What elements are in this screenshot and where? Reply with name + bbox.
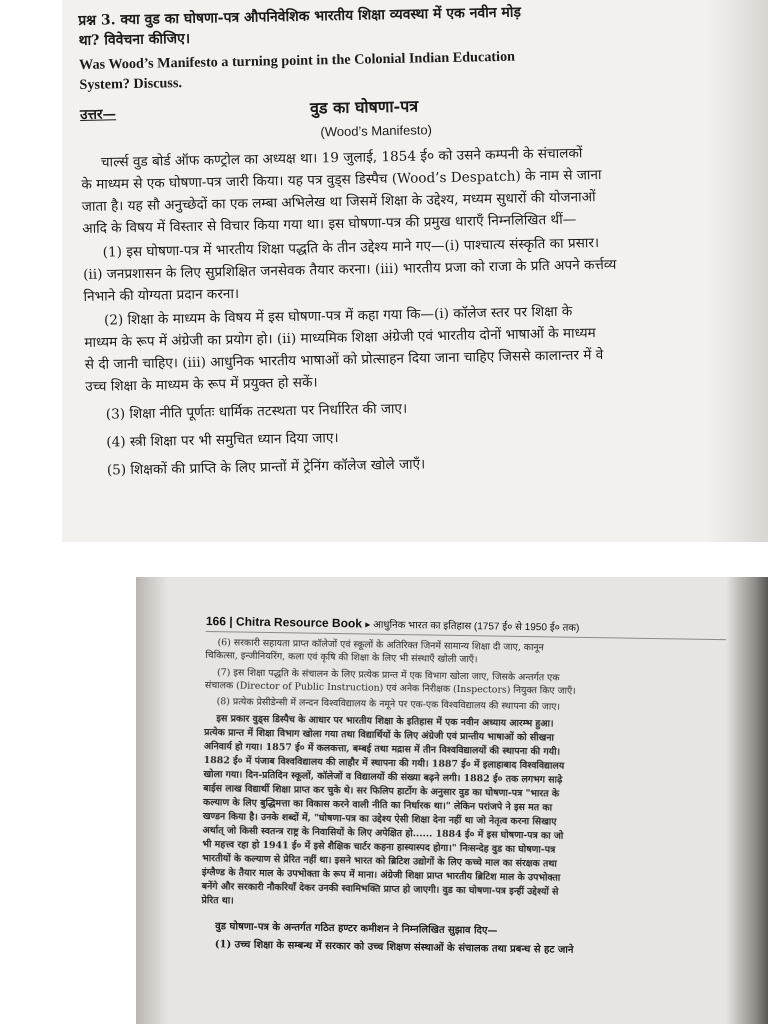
body-line: बनेंगे और सरकारी नौकरियाँ देकर उनकी स्वामिभक्ति प्राप्त हो जाएगी। वुड का घोषणा-पत्र इन्हीं उद्देश्यों से xyxy=(201,880,559,898)
body-line: के माध्यम से एक घोषणा-पत्र जारी किया। यह पत्र वुड्स डिस्पैच (Wood’s Despatch) के नाम से जाना xyxy=(81,166,602,193)
body-line: 1882 ई० में पंजाब विश्वविद्यालय की लाहौर में स्थापना की गयी। 1887 ई० में इलाहाबाद विश्वविद्यालय xyxy=(203,754,565,772)
body-line: (8) प्रत्येक प्रेसीडेन्सी में लन्दन विश्वविद्यालय के नमूने पर एक-एक विश्वविद्यालय की स्थापना की जाए। xyxy=(216,696,561,713)
body-line: माध्यम के रूप में अंग्रेजी का प्रयोग हो। (ii) माध्यमिक शिक्षा अंग्रेजी एवं भारतीय दोनों भाषाओं के माध्यम xyxy=(84,325,596,351)
body-line: प्रेरित था। xyxy=(201,894,234,907)
body-line: (5) शिक्षकों की प्राप्ति के लिए प्रान्तों में ट्रेनिंग कॉलेज खोले जाएँ। xyxy=(106,456,426,479)
question-hindi-line-2: था? विवेचना कीजिए। xyxy=(78,30,191,49)
page-bottom-content xyxy=(201,614,726,956)
hunter-commission-intro: वुड घोषणा-पत्र के अन्तर्गत गठित हण्टर कमीशन ने निम्नलिखित सुझाव दिए— xyxy=(215,921,498,937)
body-line: आदि के विषय में विस्तार से विचार किया गया था। इस घोषणा-पत्र की प्रमुख धाराएँ निम्नलिखित थीं— xyxy=(82,211,577,237)
running-head-title: ▸ आधुनिक भारत का इतिहास (1757 ई० से 1950 ई० तक) xyxy=(365,619,580,634)
textbook-page-bottom xyxy=(136,577,768,1024)
body-line: चार्ल्स वुड बोर्ड ऑफ कण्ट्रोल का अध्यक्ष था। 19 जुलाई, 1854 ई० को उसने कम्पनी के संचालकों xyxy=(100,145,583,171)
section-heading: वुड का घोषणा-पत्र xyxy=(309,96,419,118)
body-line: प्रत्येक प्रान्त में शिक्षा विभाग खोला गया तथा विद्यार्थियों के लिए अंग्रेजी एवं प्रान्तीय भाषाओं को सीखना xyxy=(204,726,555,744)
body-line: भारतीयों के कल्याण से प्रेरित नहीं था। इसने भारत को ब्रिटिश उद्योगों के लिए कच्चे माल का संरक्षक तथा xyxy=(202,852,557,870)
page-number: 166 xyxy=(205,614,227,629)
page-left-shadow xyxy=(136,577,168,1024)
body-line: भी महत्त्व रहा हो 1941 ई० में इसे शैक्षिक चार्टर कहना हास्यास्पद होगा।" निःसन्देह वुड का घोषणा-पत्र xyxy=(202,838,556,856)
hunter-commission-item-1: (1) उच्च शिक्षा के सम्बन्ध में सरकार को उच्च शिक्षण संस्थाओं के संचालक तथा प्रबन्ध से हट जाने xyxy=(214,939,574,956)
body-line: (2) शिक्षा के माध्यम के विषय में इस घोषणा-पत्र में कहा गया कि—(i) कॉलेज स्तर पर शिक्षा के xyxy=(103,303,573,329)
body-line: जाता है। यह सौ अनुच्छेदों का एक लम्बा अभिलेख था जिसमें शिक्षा के उद्देश्य, मध्यम सुधारों की योजनाओं xyxy=(81,189,596,215)
body-line: संचालक (Director of Public Instruction) एवं अनेक निरीक्षक (Inspectors) नियुक्त किए जाएँ। xyxy=(204,679,576,697)
body-line: (3) शिक्षा नीति पूर्णतः धार्मिक तटस्थता पर निर्धारित की जाए। xyxy=(105,400,408,423)
header-divider: | xyxy=(229,614,237,629)
body-line: इस प्रकार वुड्स डिस्पैच के आधार पर भारतीय शिक्षा के इतिहास में एक नवीन अध्याय आरम्भ हुआ। xyxy=(216,713,554,730)
body-line: खण्डन किया है। उनके शब्दों में, "घोषणा-पत्र का उद्देश्य ऐसी शिक्षा देना नहीं था जो नेतृत्व करना सिखाए xyxy=(202,810,557,828)
body-line: (4) स्त्री शिक्षा पर भी समुचित ध्यान दिया जाए। xyxy=(106,430,339,451)
question-english-line-1: Was Wood’s Manifesto a turning point in the Colonial Indian Education xyxy=(78,48,516,73)
body-line: बाईस लाख विद्यार्थी शिक्षा प्राप्त कर चुके थे। सर फिलिप हार्टोग के अनुसार वुड का घोषणा-पत्र "भारत के xyxy=(203,782,560,800)
book-title: Chitra Resource Book xyxy=(235,614,363,631)
body-line: खोला गया। दिन-प्रतिदिन स्कूलों, कॉलेजों व विद्यालयों की संख्या बढ़ने लगी। 1882 ई० तक लगभग साढ़े xyxy=(203,768,563,786)
body-line: चिकित्सा, इन्जीनियरिंग, कला एवं कृषि की शिक्षा के लिए भी संस्थाएँ खोली जाएँ। xyxy=(205,649,478,666)
body-line: कल्याण के लिए बुद्धिमत्ता का विकास करने वाली नीति का निर्धारक था।" लेकिन परांजपे ने इस मत का xyxy=(202,796,553,814)
book-spine-shadow xyxy=(726,577,768,1024)
body-line: निभाने की योग्यता प्रदान करना। xyxy=(83,285,240,305)
body-line: से दी जानी चाहिए। (iii) आधुनिक भारतीय भाषाओं को प्रोत्साहन दिया जाना चाहिए जिससे कालान्तर में वे xyxy=(84,346,604,373)
page-edge-shadow xyxy=(708,0,768,542)
page-top-content xyxy=(78,0,698,479)
body-line: (1) इस घोषणा-पत्र में भारतीय शिक्षा पद्धति के तीन उद्देश्य माने गए—(i) पाश्चात्य संस्कृति का प्रसार। xyxy=(102,235,600,261)
question-english-line-2: System? Discuss. xyxy=(79,75,183,93)
body-line: अर्थात् जो किसी स्वतन्त्र राष्ट्र के निवासियों के लिए अपेक्षित हो...... 1884 ई० में इस घोषणा-पत्र का जो xyxy=(202,824,564,842)
body-line: (ii) जनप्रशासन के लिए सुप्रशिक्षित जनसेवक तैयार करना। (iii) भारतीय प्रजा को राजा के प्रति अपने कर्त्तव्य xyxy=(82,256,617,283)
answer-label: उत्तर— xyxy=(79,106,117,123)
body-line: उच्च शिक्षा के माध्यम के रूप में प्रयुक्त हो सकें। xyxy=(85,374,318,395)
textbook-page-top xyxy=(62,0,768,542)
body-line: इंग्लैण्ड के तैयार माल के उपभोक्ता के रूप में माना। अंग्रेजी शिक्षा प्राप्त भारतीय ब्रिटिश माल के उपभोक्ता xyxy=(201,866,561,884)
body-line: अनिवार्य हो गया। 1857 ई० में कलकत्ता, बम्बई तथा मद्रास में तीन विश्वविद्यालयों की स्थापना की गयी। xyxy=(203,740,561,758)
section-subheading: (Wood’s Manifesto) xyxy=(320,122,433,140)
body-line: (6) सरकारी सहायता प्राप्त कॉलेजों एवं स्कूलों के अतिरिक्त जिनमें सामान्य शिक्षा दी जाए, कानून xyxy=(217,637,544,654)
question-hindi-line-1: प्रश्न 3. क्या वुड का घोषणा-पत्र औपनिवेशिक भारतीय शिक्षा व्यवस्था में एक नवीन मोड़ xyxy=(78,4,522,29)
body-line: (7) इस शिक्षा पद्धति के संचालन के लिए प्रत्येक प्रान्त में एक विभाग खोला जाए, जिसके अन्तर्गत एक xyxy=(217,667,560,684)
